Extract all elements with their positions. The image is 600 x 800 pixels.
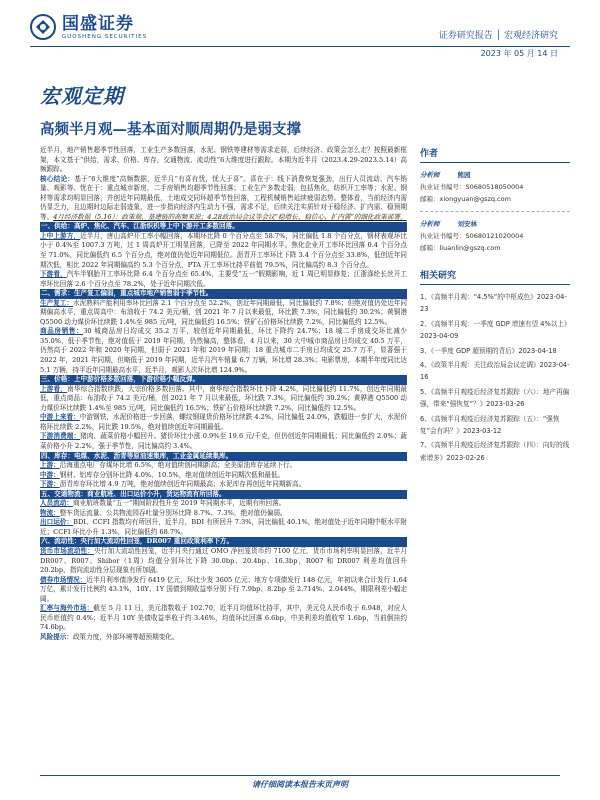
core-conclusion: 核心结论：基于“6大维度”高频数据，近半月“有喜有忧，忧大于喜”。喜在于：线下消费恢复强劲，出行人员流动、汽车销量、观影等、忧在于：重点城市新房、二手房销售均超季节性回落；工业生产多数走弱，包括焦化，纺织开工率等；水泥、钢材等需求均明显回落，并创近年同期最低，土地成交同环超季节性回落，工程机械销售延续疲弱态势。整体看，当前经济内需仍显乏力，且边期时边际走弱迹象，进一步指向经济内生动力不强，需求不足，后续关注实质针对于稳经济、扩内需、稳预期等。4月经济数据（5.16）：政策端，基建链的高频来说；4.28政治局会议等会议“稳增长、稳信心、扩内需”的细化政策部署。 (40, 174, 407, 221)
section-heading-liquidity: 六、流动性：央行加大流动性回笼，DR007 重回政策利率下方。 (40, 537, 407, 547)
analyst-role: 分析师 (420, 171, 440, 179)
section-heading-price: 三、价格：上中游价格多数回落，下游价格小幅反弹。 (40, 375, 407, 385)
inventory-midstream: 中游：钢材、铝库存分别环比降 4.0%、10.5%，绝对值续创近年同期次低和最低。 (40, 470, 285, 479)
liquidity-bond-market: 债券市场情况：近半月利率债净发行 6419 亿元，环比少发 3605 亿元；地方专项债发行 148 亿元，年初以来合计发行 1.64 万亿，累计发行比例约 43.1%，10Y、1Y 国债到期收益率分别下行 7.9bp、8.2bp 至 2.714%、2.044%，期限利差小幅走阔。 (40, 575, 407, 603)
related-research-item[interactable]: 1、《高频半月观：“4.5%”的中枢成色》2023-04-23 (420, 293, 567, 314)
analyst-card (420, 169, 570, 205)
section-heading-inventory: 四、库存：电煤、水泥、沥青等原油速集库，工业金属延续集库。 (40, 452, 407, 462)
logistics-export-freight: 出口运价：BDI、CCFI 指数均有所回升，近半月，BDI 有所回升 7.3%，同比偏低 40.1%，绝对值处于近年同期中枢水平附近；CCFI 环比小升 1.3%，同比偏低约 68.7%。 (40, 518, 407, 536)
related-research-item[interactable]: 7、《高频半月观疫后经济复苏跟踪（四）：向好的线索增多》2023-02-26 (420, 441, 570, 462)
analyst-name: 刘安林 (457, 220, 477, 228)
inventory-downstream: 下游：沥青库存环比增 4.9 万吨，绝对值续创近年同期最高；水泥库存再创近年同期新高。 (40, 480, 306, 489)
inventory-upstream: 上游：沿海重点电厂存煤环比增 6.5%，绝对值续创同期新高；全美原油库存延续下行。 (40, 461, 297, 470)
demand-production: 生产复工：水泥熟料产能利用率环比回落 2.1 个百分点至 52.2%，创近年同期最低，同比偏低约 7.8%；但绝对值仍处近年同期偏高水平，重点周高中：布油收于 74.2 美元/桶，创 2021 年 7 月以来最低，环比跌 7.3%，同比偏低约 30.2%；黄铜港 Q5500 动力煤价环比续跌 1.4%至 985 元/吨，同比偏低约 16.5%；铁矿石价格环比续跌 7.2%，同比偏低约 12.5%。 (40, 298, 407, 326)
related-research-item[interactable]: 5、《高频半月观疫后经济复苏跟踪（六）：地产再偏强，带来“强恢复”？》2023-03-26 (420, 387, 570, 409)
section-title: 宏观定期 (40, 84, 124, 108)
supply-upstream: 上中上游方，近半月，唐山高炉开工率小幅回落，本期环比降 0 个百分点至 58.7%，同比偏低 1.8 个百分点，钢材表观环比小于 0.4%至 1007.3 万吨，过 1 周高炉开工明显回落，已降至 2022 年同期水平。焦化企业开工率环比回落 0.4 个百分点至 71.0%，同比偏低约 6.5 个百分点，绝对值仍处近年同期低位。沥青开工率环比下降 3.4 个百分点至 33.8%，低创近年同期次低，相比 2022 年同期偏高约 5.3 个百分点，PTA 开工率环比持平前值 79.5%，同比偏高约 8.3 个百分点。 (40, 231, 407, 269)
logistics-freight: 物流：整车货运流量、公共物流园吞吐量分别环比降 8.7%、7.3%，绝对值仍偏弱。 (40, 508, 287, 517)
section-heading-supply: 一、供给：高炉、焦化、汽车、江浙织机等上中下游开工多数回落。 (40, 222, 407, 232)
liquidity-fx-overseas: 汇率与海外市场：截至 5 月 11 日，美元指数收于 102.70，近半月均值环比持平，其中，美元兑人民币收于 6.948，对应人民币贬值约 0.4%；近半月 10Y 美债收益率收于约 3.46%，均值环比回落 6.6bp，中美利差均值收窄 1.6bp，当前倒挂约 74.6bp。 (40, 604, 407, 632)
related-research-heading: 相关研究 (420, 268, 570, 285)
footer-disclaimer: 请仔细阅读本报告末页声明 (252, 779, 348, 789)
analyst-email[interactable]: 邮箱：xiongyuan@gszq.com (420, 195, 511, 203)
analyst-email[interactable]: 邮箱：liuanlin@gszq.com (420, 244, 501, 252)
authors-heading: 作者 (420, 146, 570, 163)
analyst-license: 执业证书编号：S0680121020004 (420, 232, 524, 240)
intro-paragraph: 近半月，地产销售超季节性回落，工业生产多数回落，水泥、钢铁等建材等需求走弱，后续经济、政策会怎么走？按照最新框架，本文基于“供给，需求、价格、库存，交通物流、流动性”6大维度进行跟踪。本期为近半月（2023.4.29-2023.5.14）高频跟踪。 (40, 146, 407, 174)
report-body (40, 146, 407, 766)
logo-text-en: GUOSHENG SECURITIES (62, 33, 148, 40)
sidebar (420, 146, 570, 466)
report-date: 2023 年 05 月 14 日 (480, 49, 558, 58)
analyst-card (420, 218, 570, 254)
demand-housing: 商品房销售：30 城商品房日均成交 35.2 万平，较创近年同期最低，环比下降约 24.7%；18 城二手房成交环比减少 35.0%，低于季节性，绝对值低于 2019 年同期，仍然偏高，整体看，4 月以来，30 大中城市商品房日均成交 40.5 万平，仍然高于 2022 年和 2020 年同期，但弱于 2021 年和 2019 年同期；18 重点城市二手房日均成交 25.7 万平，显著强于 2022 年，2021 年同期，但略低于 2019 年同期，近半月汽车销量 6.7 万辆，环比增 28.3%；电影票房，本期半年度同比达 5.1 万辆，持平近年同期最高水平，近半月，观影人次环比增 124.9%。 (40, 327, 407, 374)
sidebar-divider (420, 211, 570, 212)
report-header (0, 0, 600, 60)
logo-mark-icon (30, 14, 56, 40)
related-research-list (420, 291, 570, 464)
logistics-people: 人员流动：商业航班数量“五一”期间阶段性升至 2019 年同期水平，近期有所回落。 (40, 499, 286, 508)
header-divider (30, 46, 570, 47)
related-research-item[interactable]: 6、《高频半月观疫后经济复苏跟踪（五）：“强恢复”会有吗？》2023-03-12 (420, 414, 560, 436)
section-heading-demand: 二、需求：生产复工偏弱，重点城市地产销售弱于季节性。 (40, 289, 407, 299)
footer-divider (40, 775, 560, 776)
report-title: 高频半月观—基本面对顺周期仍是弱支撑 (40, 121, 301, 138)
price-midstream: 中游上来看：中游钢铁，水泥价格进一步回落，螺纹钢现货价格环比续跌 4.2%，同比偏低 24.0%，跌幅进一步扩大，水泥价格环比续跌 2.2%，同比跌 19.5%，绝对值续创近年同期最低。 (40, 413, 407, 431)
price-upstream: 上游看，南华综合指数续跌，大宗价格多数回落。其中，南华综合指数环比下降 4.2%，同比偏低约 11.7%，创近年同期最低，重点商品：布油收于 74.2 美元/桶，创 2021 年 7 月以来最低，环比跌 7.3%，同比偏低约 30.2%；黄骅港 Q5500 动力煤价环比续跌 1.4%至 985 元/吨，同比偏低约 16.5%；铁矿石价格环比续跌 7.2%，同比偏低约 12.5%。 (40, 384, 407, 412)
related-research-item[interactable]: 4、《政策半月观：关注政治局会议定调》2023-04-16 (420, 361, 570, 382)
company-logo (30, 14, 147, 40)
report-type: 证券研究报告 │ 宏观经济研究 (438, 31, 558, 41)
related-research-item[interactable]: 3、《一季度 GDP 超预期的背后》2023-04-18 (420, 346, 557, 355)
analyst-license: 执业证书编号：S0680518050004 (420, 183, 524, 191)
liquidity-money-market: 货币市场流动性：央行加大流动性回笼，近半月央行通过 OMO 净回笼货币约 7100 亿元，货币市场利率明显回落，近半月 DR007、R007、Shibor（1周）均值分别环比下降 30.0bp、20.4bp、16.3bp，R007 和 DR007 利差均值回升 20.2bp，指向流动性分层现象有所加剧。 (40, 546, 407, 575)
analyst-role: 分析师 (420, 220, 440, 228)
risk-warning: 风险提示：政策力度，外部环境等超预期变化。 (40, 632, 179, 641)
related-research-item[interactable]: 2、《高频半月观：一季度 GDP 增速有望 4%以上》2023-04-09 (420, 319, 568, 341)
price-downstream: 下游消费端：猪肉、蔬菜价格小幅回升。猪价环比小涨 0.9%至 19.6 元/千克，但仍创近年同期最低；同比偏低约 2.0%；蔬菜价格小升 2.2%，强于季节性，同比偏高约 3.4%。 (40, 432, 407, 450)
analyst-name: 熊园 (457, 171, 471, 179)
supply-downstream: 下游看，汽车半钢胎开工率环比降 6.4 个百分点至 65.4%，主要受“五一”假期影响，近 1 周已明显修复；江浙涤纶长丝开工率环比回落 2.6 个百分点至 78.2%，处于近年同期次低。 (40, 270, 407, 288)
section-heading-logistics: 五、交通物流：商业航班、出口运价小升，货运物流有所回落。 (40, 490, 407, 500)
logo-text-cn: 国盛证券 (62, 13, 134, 34)
